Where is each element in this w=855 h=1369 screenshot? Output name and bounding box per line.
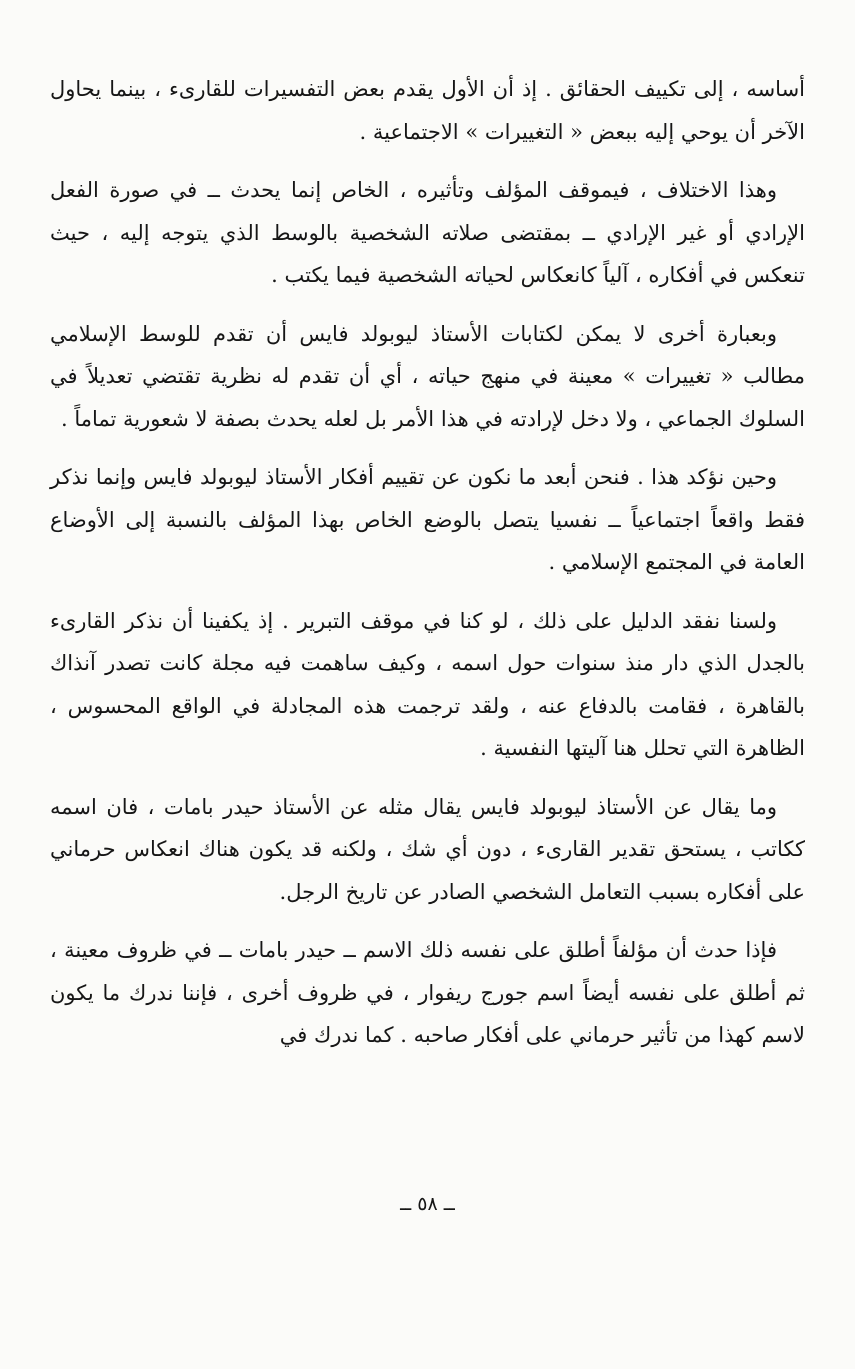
paragraph-1: أساسه ، إلى تكييف الحقائق . إذ أن الأول يقدم بعض التفسيرات للقارىء ، بينما يحاول الآخر أن يوحي إليه ببعض « التغييرات » الاجتماعية .: [50, 77, 805, 144]
paragraph-3: وبعبارة أخرى لا يمكن لكتابات الأستاذ ليوبولد فايس أن تقدم للوسط الإسلامي مطالب « تغييرات » معينة في منهج حياته ، أي أن تقدم له نظرية تقتضي تعديلاً في السلوك الجماعي ، ولا دخل لإرادته في هذا الأمر بل لعله يحدث بصفة لا شعورية تماماً .: [50, 321, 805, 431]
paragraph-4: وحين نؤكد هذا . فنحن أبعد ما نكون عن تقييم أفكار الأستاذ ليوبولد فايس وإنما نذكر فقط واقعاً اجتماعياً ــ نفسيا يتصل بالوضع الخاص بهذا المؤلف بالنسبة إلى الأوضاع العامة في المجتمع الإسلامي .: [50, 465, 805, 574]
paragraph-2: وهذا الاختلاف ، فيموقف المؤلف وتأثيره ، الخاص إنما يحدث ــ في صورة الفعل الإرادي أو غير الإرادي ــ بمقتضى صلاته الشخصية بالوسط الذي يتوجه إليه ، حيث تنعكس في أفكاره ، آلياً كانعكاس لحياته الشخصية فيما يكتب .: [50, 178, 805, 287]
paragraph-7: فإذا حدث أن مؤلفاً أطلق على نفسه ذلك الاسم ــ حيدر بامات ــ في ظروف معينة ، ثم أطلق على نفسه أيضاً اسم جورج ريفوار ، في ظروف أخرى ، فإننا ندرك ما يكون لاسم كهذا من تأثير حرماني على أفكار صاحبه . كما ندرك في: [50, 938, 805, 1047]
paragraph-6: وما يقال عن الأستاذ ليوبولد فايس يقال مثله عن الأستاذ حيدر بامات ، فان اسمه ككاتب ، يستحق تقدير القارىء ، دون أي شك ، ولكنه قد يكون هناك انعكاس حرماني على أفكاره بسبب التعامل الشخصي الصادر عن تاريخ الرجل.: [50, 794, 805, 904]
page-number: ــ ٥٨ ــ: [400, 1193, 455, 1215]
body-text: [50, 68, 805, 1073]
paragraph-5: ولسنا نفقد الدليل على ذلك ، لو كنا في موقف التبرير . إذ يكفينا أن نذكر القارىء بالجدل الذي دار منذ سنوات حول اسمه ، وكيف ساهمت فيه مجلة كانت تصدر آنذاك بالقاهرة ، فقامت بالدفاع عنه ، ولقد ترجمت هذه المجادلة في الواقع المحسوس ، الظاهرة التي تحلل هنا آليتها النفسية .: [50, 608, 805, 760]
